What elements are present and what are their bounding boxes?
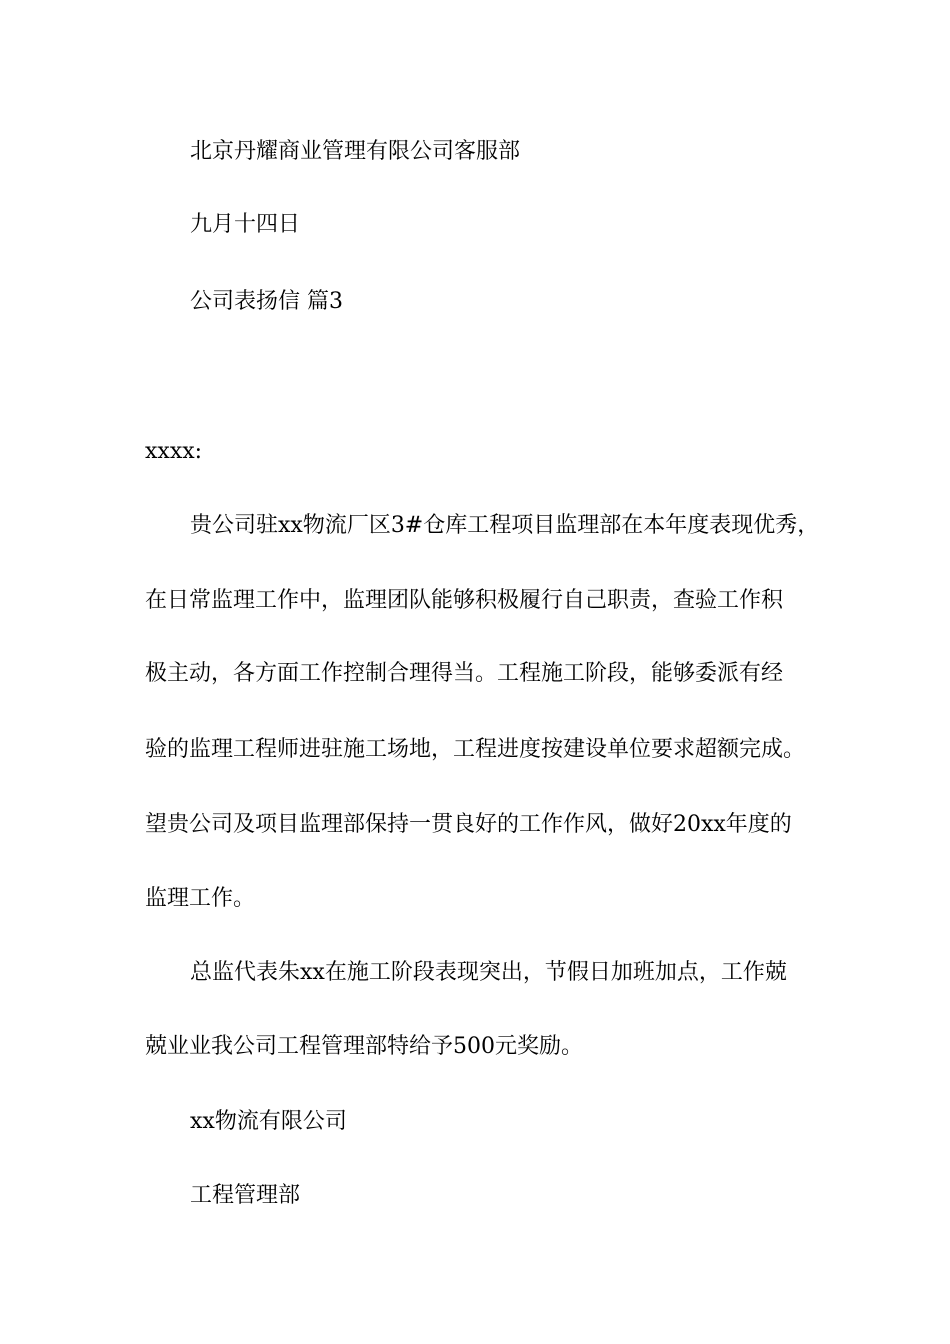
body-paragraph-line: 极主动，各方面工作控制合理得当。工程施工阶段，能够委派有经 <box>145 661 784 686</box>
signature-date-line: 九月十四日 <box>190 212 301 237</box>
signature-company-line: 北京丹耀商业管理有限公司客服部 <box>190 139 521 164</box>
body-paragraph-line: 验的监理工程师进驻施工场地，工程进度按建设单位要求超额完成。 <box>145 737 806 762</box>
signature-company-line: xx物流有限公司 <box>190 1109 347 1134</box>
body-paragraph-line: 贵公司驻xx物流厂区3#仓库工程项目监理部在本年度表现优秀， <box>190 513 820 538</box>
signature-department-line: 工程管理部 <box>190 1183 301 1208</box>
section-heading: 公司表扬信 篇3 <box>190 289 343 314</box>
body-paragraph-line: 监理工作。 <box>145 886 256 911</box>
body-paragraph-line: 望贵公司及项目监理部保持一贯良好的工作作风，做好20xx年度的 <box>145 812 792 837</box>
body-paragraph-line: 兢业业我公司工程管理部特给予500元奖励。 <box>145 1034 583 1059</box>
body-paragraph-line: 总监代表朱xx在施工阶段表现突出，节假日加班加点，工作兢 <box>190 960 787 985</box>
salutation: xxxx: <box>145 439 203 464</box>
body-paragraph-line: 在日常监理工作中，监理团队能够积极履行自己职责，查验工作积 <box>145 588 784 613</box>
